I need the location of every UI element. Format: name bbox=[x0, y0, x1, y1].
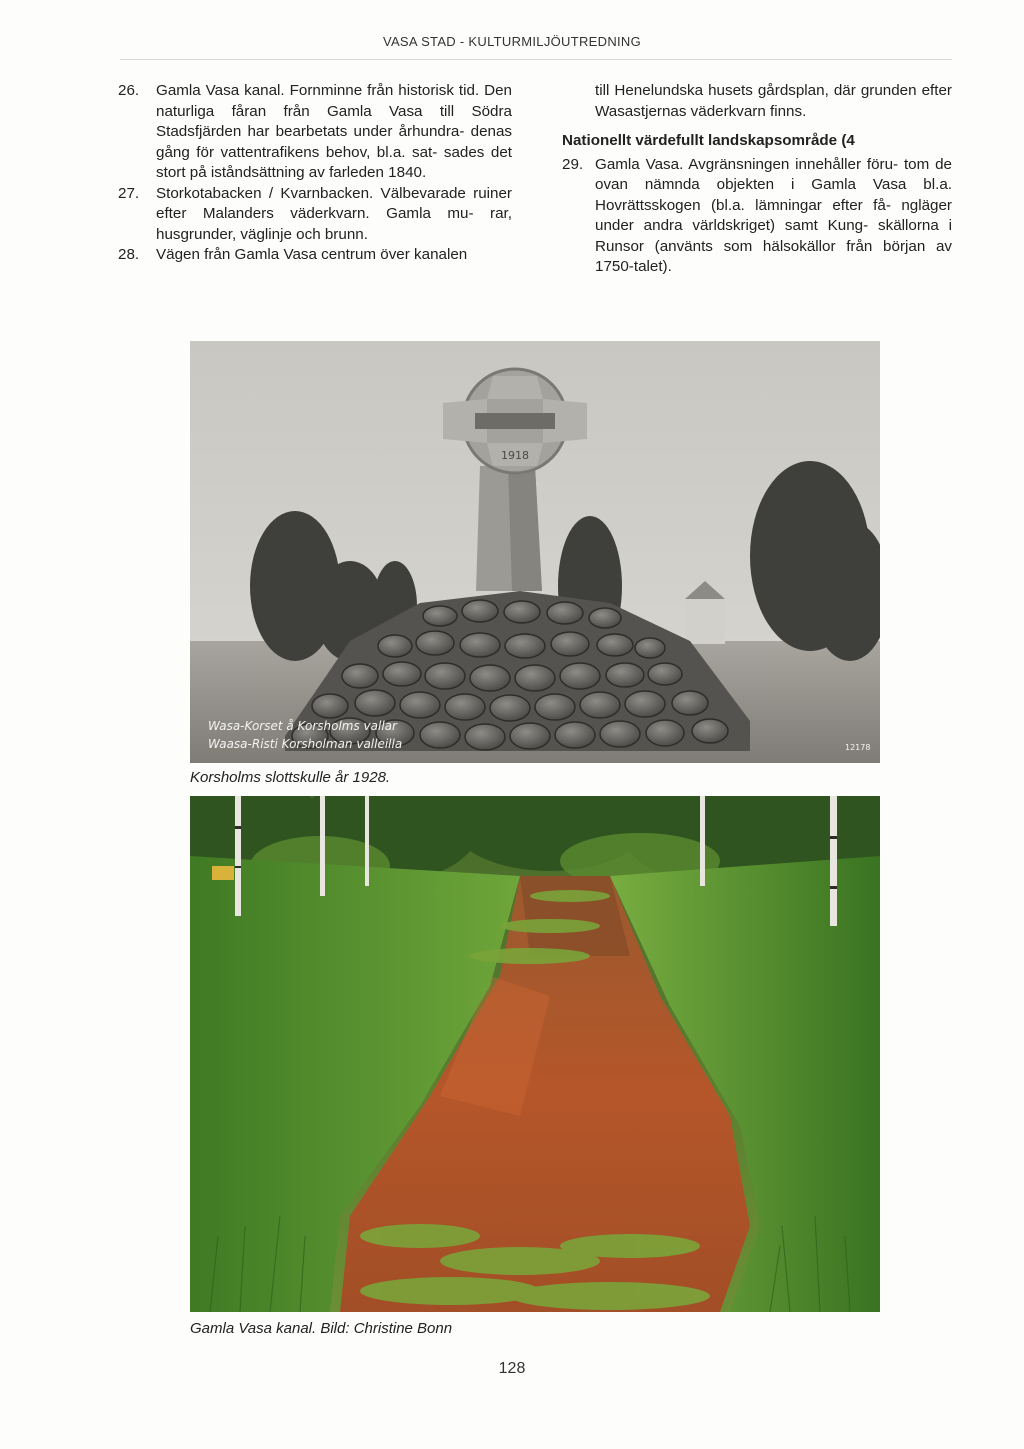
photo-caption-canal: Gamla Vasa kanal. Bild: Christine Bonn bbox=[190, 1320, 453, 1337]
item-number: 28. bbox=[118, 246, 140, 263]
item-number: 26. bbox=[118, 82, 140, 99]
header-divider bbox=[120, 59, 952, 60]
running-header: VASA STAD - KULTURMILJÖUTREDNING bbox=[382, 34, 642, 49]
cross-monument-illustration bbox=[190, 341, 880, 763]
item-text: Gamla Vasa. Avgränsningen innehåller föru- tom de ovan nämnda objekten i Gamla Vasa bl.a. Hovrättsskogen (bl.a. lämningar efter få- ngläger under andra världskriget) samt Kung- skällorna i Runsor (använts som hälsokällor från början av 1750-talet). bbox=[595, 155, 952, 275]
photo-caption-korsholm: Korsholms slottskulle år 1928. bbox=[190, 769, 391, 786]
canal-illustration bbox=[190, 796, 880, 1312]
gamla-vasa-canal-photo bbox=[190, 796, 880, 1312]
right-column bbox=[562, 81, 952, 278]
item-text: Storkotabacken / Kvarnbacken. Välbevarade ruiner efter Malanders väderkvarn. Gamla mu- rar, husgrunder, väglinje och brunn. bbox=[156, 184, 512, 243]
photo-inscription-line1: Wasa-Korset å Korsholms vallar bbox=[208, 719, 397, 733]
item-number: 27. bbox=[118, 184, 140, 202]
list-item-28 bbox=[118, 245, 512, 266]
korsholm-cross-photo bbox=[190, 341, 880, 763]
section-heading: Nationellt värdefullt landskapsområde (4 bbox=[562, 132, 855, 149]
cross-inscription: 1918 bbox=[501, 449, 529, 462]
continued-text: till Henelundska husets gårdsplan, där grunden efter Wasastjernas väderkvarn finns. bbox=[595, 82, 952, 120]
item-text: Gamla Vasa kanal. Fornminne från historisk tid. Den naturliga fåran från Gamla Vasa till Södra Stadsfjärden har bearbetats under århundra- denas gång för vattentrafikens behov, bl.a. sat- sades det stort på iståndsättning av farleden 1840. bbox=[156, 82, 512, 181]
left-column bbox=[118, 81, 512, 266]
item-number: 29. bbox=[562, 155, 584, 173]
photo-archive-number: 12178 bbox=[845, 743, 871, 752]
page-number: 128 bbox=[498, 1360, 526, 1377]
item-text: Vägen från Gamla Vasa centrum över kanalen bbox=[156, 246, 468, 263]
photo-inscription-line2: Waasa-Risti Korsholman valleilla bbox=[208, 737, 403, 751]
list-item-26 bbox=[118, 81, 512, 184]
list-item-27 bbox=[118, 184, 512, 246]
list-item-29 bbox=[562, 155, 952, 278]
